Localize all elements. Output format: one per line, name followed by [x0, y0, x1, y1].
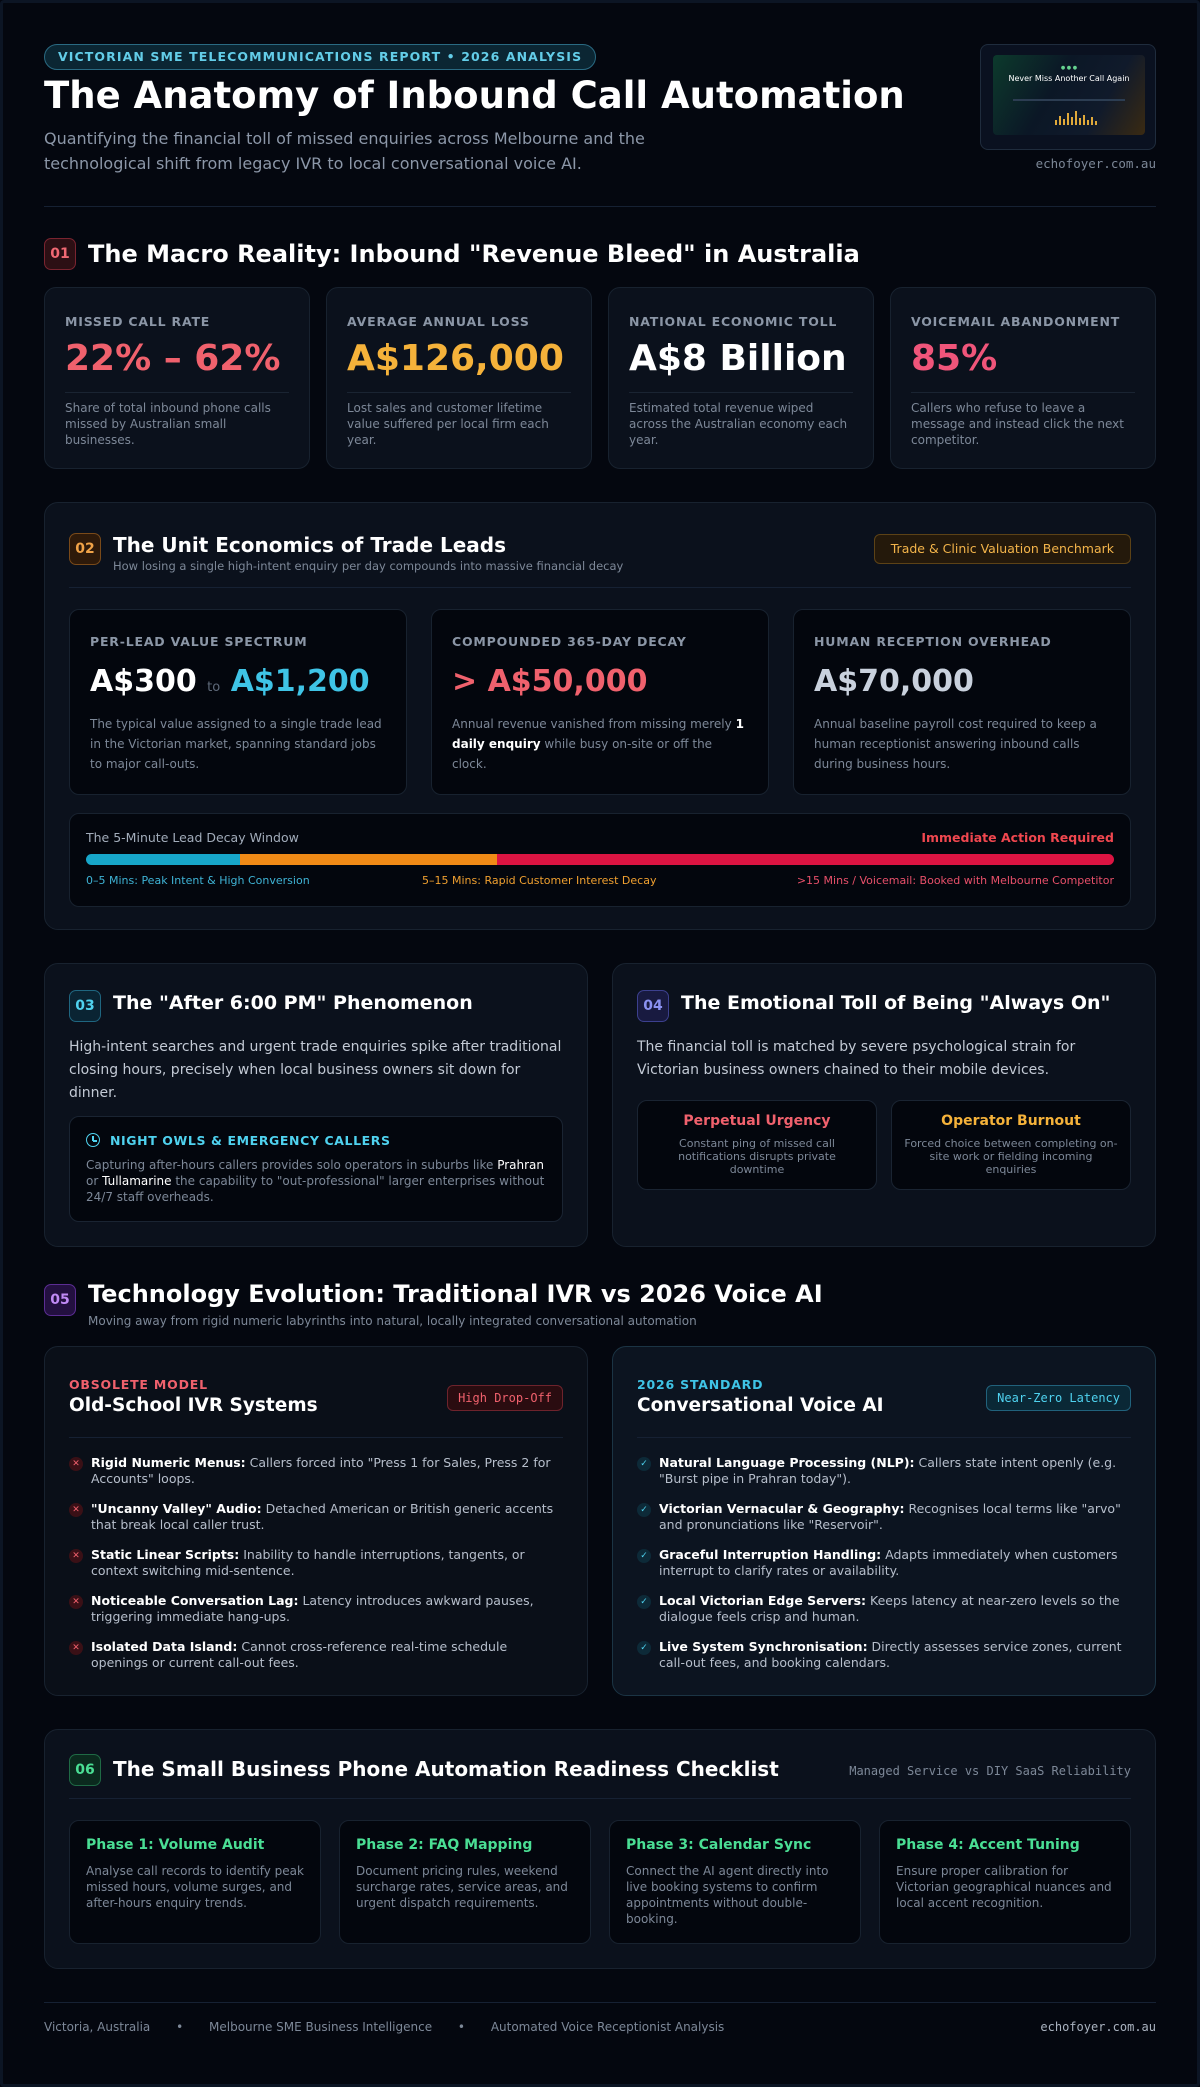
desc-highlight: 1 daily enquiry — [452, 717, 744, 751]
section-number: 04 — [637, 990, 669, 1022]
benchmark-tag: Trade & Clinic Valuation Benchmark — [874, 534, 1131, 564]
item-body: Cannot cross-reference real-time schedule openings or current call-out fees. — [91, 1639, 508, 1670]
stat-value: 85% — [911, 338, 998, 379]
stat-value: A$126,000 — [347, 338, 564, 379]
phase-card-accent-tuning — [879, 1820, 1131, 1944]
header — [44, 44, 1156, 206]
voice-ai-panel — [612, 1346, 1156, 1696]
decay-title: The 5-Minute Lead Decay Window — [86, 830, 299, 845]
item-body: Detached American or British generic accents that break local caller trust. — [91, 1501, 554, 1532]
card-label: PER-LEAD VALUE SPECTRUM — [90, 634, 308, 649]
footer-divider — [44, 2002, 1156, 2003]
high-drop-off-tag: High Drop-Off — [447, 1385, 563, 1411]
section-number: 03 — [69, 990, 101, 1022]
decay-progress-bar — [86, 854, 1114, 865]
thumbnail-title: Never Miss Another Call Again — [1008, 74, 1130, 83]
stat-card-average-annual-loss — [326, 287, 592, 469]
section-title: Technology Evolution: Traditional IVR vs 2026 Voice AI — [88, 1280, 823, 1308]
stat-divider — [347, 392, 571, 393]
cross-icon: ✕ — [69, 1595, 83, 1609]
header-site-link[interactable]: echofoyer.com.au — [1035, 156, 1156, 171]
preview-thumbnail[interactable] — [980, 44, 1156, 150]
stat-divider — [65, 392, 289, 393]
card-label: COMPOUNDED 365-DAY DECAY — [452, 634, 687, 649]
card-value: > A$50,000 — [452, 664, 648, 699]
item-heading: Isolated Data Island: — [91, 1639, 238, 1654]
stat-card-voicemail-abandonment — [890, 287, 1156, 469]
phase-title: Phase 4: Accent Tuning — [896, 1837, 1080, 1853]
suburb-tullamarine: Tullamarine — [102, 1174, 172, 1188]
item-body: Keeps latency at near-zero levels so the dialogue feels crisp and human. — [659, 1593, 1120, 1624]
cross-icon: ✕ — [69, 1457, 83, 1471]
phase-card-calendar-sync — [609, 1820, 861, 1944]
box-description: Constant ping of missed call notifications disrupts private downtime — [678, 1137, 836, 1176]
ivr-systems-panel — [44, 1346, 588, 1696]
item-heading: Static Linear Scripts: — [91, 1547, 240, 1562]
decay-segment-lost — [497, 854, 1114, 865]
item-text — [659, 1501, 1131, 1533]
decay-segment-decay — [240, 854, 497, 865]
item-heading: Local Victorian Edge Servers: — [659, 1593, 867, 1608]
stat-label: VOICEMAIL ABANDONMENT — [911, 314, 1121, 329]
footer-location: Victoria, Australia — [44, 2020, 151, 2034]
check-icon: ✓ — [637, 1641, 651, 1655]
near-zero-latency-tag: Near-Zero Latency — [986, 1385, 1131, 1411]
stat-card-national-economic-toll — [608, 287, 874, 469]
item-body: Recognises local terms like "arvo" and pronunciations like "Reservoir". — [659, 1501, 1121, 1532]
panel-divider — [69, 587, 1131, 588]
decay-label-lost: >15 Mins / Voicemail: Booked with Melbourne Competitor — [796, 874, 1114, 887]
section-title: The Emotional Toll of Being "Always On" — [681, 992, 1111, 1014]
phase-description: Connect the AI agent directly into live booking systems to confirm appointments without double-booking. — [626, 1864, 829, 1926]
footer-analysis: Automated Voice Receptionist Analysis — [490, 2020, 725, 2034]
stat-card-missed-call-rate — [44, 287, 310, 469]
phase-card-faq-mapping — [339, 1820, 591, 1944]
stat-description: Callers who refuse to leave a message and instead click the next competitor. — [911, 401, 1124, 447]
item-text — [659, 1593, 1131, 1625]
item-heading: Graceful Interruption Handling: — [659, 1547, 882, 1562]
section-02-panel — [44, 502, 1156, 930]
thumbnail-divider — [1013, 99, 1125, 101]
item-text — [91, 1455, 563, 1487]
item-body: Callers forced into "Press 1 for Sales, Press 2 for Accounts" loops. — [91, 1455, 551, 1486]
phase-title: Phase 2: FAQ Mapping — [356, 1837, 533, 1853]
section-subtitle: Moving away from rigid numeric labyrinths into natural, locally integrated conversational automation — [88, 1314, 697, 1328]
stat-description: Lost sales and customer lifetime value suffered per local firm each year. — [347, 401, 549, 447]
section-title: The "After 6:00 PM" Phenomenon — [113, 992, 473, 1014]
check-icon: ✓ — [637, 1457, 651, 1471]
section-number: 02 — [69, 533, 101, 565]
operator-burnout-box — [891, 1100, 1131, 1190]
night-owls-callout — [69, 1116, 563, 1222]
footer — [44, 2020, 1156, 2034]
section-04-panel — [612, 963, 1156, 1247]
item-body: Directly assesses service zones, current call-out fees, and booking calendars. — [659, 1639, 1122, 1670]
check-icon: ✓ — [637, 1503, 651, 1517]
stat-label: AVERAGE ANNUAL LOSS — [347, 314, 530, 329]
item-text — [91, 1639, 563, 1671]
panel-kicker: OBSOLETE MODEL — [69, 1377, 208, 1392]
section-subtitle: How losing a single high-intent enquiry per day compounds into massive financial decay — [113, 559, 624, 573]
section-05-heading — [44, 1280, 1156, 1330]
item-heading: Live System Synchronisation: — [659, 1639, 868, 1654]
desc-part: Annual revenue vanished from missing merely — [452, 717, 736, 731]
report-badge: VICTORIAN SME TELECOMMUNICATIONS REPORT • 2026 ANALYSIS — [44, 44, 596, 70]
section-01-heading — [44, 238, 1156, 272]
clock-icon — [86, 1133, 100, 1147]
page-subtitle: Quantifying the financial toll of missed enquiries across Melbourne and the technological shift from legacy IVR to local conversational voice AI. — [44, 129, 645, 173]
callout-text — [86, 1157, 546, 1205]
per-lead-value-card — [69, 609, 407, 795]
stat-value: 22% – 62% — [65, 338, 281, 379]
item-heading: Rigid Numeric Menus: — [91, 1455, 246, 1470]
section-03-panel — [44, 963, 588, 1247]
callout-part: or — [86, 1174, 103, 1188]
item-text — [91, 1593, 563, 1625]
suburb-prahran: Prahran — [497, 1158, 545, 1172]
card-description: The typical value assigned to a single trade lead in the Victorian market, spanning standard jobs to major call-outs. — [90, 717, 382, 771]
item-text — [91, 1501, 563, 1533]
card-label: HUMAN RECEPTION OVERHEAD — [814, 634, 1052, 649]
card-description — [452, 714, 750, 774]
item-text — [659, 1455, 1131, 1487]
perpetual-urgency-box — [637, 1100, 877, 1190]
footer-separator: • — [176, 2020, 184, 2034]
lead-decay-window — [69, 813, 1131, 907]
value-high: A$1,200 — [230, 664, 370, 699]
footer-site-link[interactable]: echofoyer.com.au — [1040, 2020, 1156, 2034]
decay-alert: Immediate Action Required — [921, 830, 1114, 845]
panel-kicker: 2026 STANDARD — [637, 1377, 764, 1392]
cross-icon: ✕ — [69, 1503, 83, 1517]
decay-label-decay: 5–15 Mins: Rapid Customer Interest Decay — [422, 874, 657, 887]
section-number: 01 — [44, 238, 76, 270]
stat-divider — [629, 392, 853, 393]
panel-divider — [69, 1798, 1131, 1799]
value-low: A$300 — [90, 664, 197, 699]
decay-segment-peak — [86, 854, 240, 865]
callout-part: the capability to "out-professional" larger enterprises without 24/7 staff overheads. — [86, 1174, 545, 1204]
item-heading: Noticeable Conversation Lag: — [91, 1593, 299, 1608]
section-body: The financial toll is matched by severe psychological strain for Victorian business owners chained to their mobile devices. — [637, 1039, 1076, 1078]
section-number: 06 — [69, 1754, 101, 1786]
card-value — [90, 664, 370, 699]
compounded-decay-card — [431, 609, 769, 795]
item-body: Latency introduces awkward pauses, triggering immediate hang-ups. — [91, 1593, 534, 1624]
section-body: High-intent searches and urgent trade enquiries spike after traditional closing hours, precisely when local business owners sit down for dinner. — [69, 1039, 562, 1101]
item-body: Inability to handle interruptions, tangents, or context switching mid-sentence. — [91, 1547, 525, 1578]
item-heading: Natural Language Processing (NLP): — [659, 1455, 915, 1470]
stat-label: MISSED CALL RATE — [65, 314, 211, 329]
callout-part: Capturing after-hours callers provides solo operators in suburbs like — [86, 1158, 498, 1172]
footer-intelligence: Melbourne SME Business Intelligence — [209, 2020, 433, 2034]
panel-title: Conversational Voice AI — [637, 1395, 884, 1416]
section-title: The Small Business Phone Automation Readiness Checklist — [113, 1757, 779, 1781]
section-04-heading — [637, 990, 1137, 1024]
section-title: The Unit Economics of Trade Leads — [113, 533, 506, 557]
box-description: Forced choice between completing on-site work or fielding incoming enquiries — [904, 1137, 1118, 1176]
panel-divider — [637, 1437, 1131, 1438]
cross-icon: ✕ — [69, 1641, 83, 1655]
check-icon: ✓ — [637, 1595, 651, 1609]
thumbnail-logo-mark: ● ● ● — [1060, 65, 1078, 71]
header-divider — [44, 206, 1156, 207]
value-to: to — [207, 680, 221, 695]
stat-label: NATIONAL ECONOMIC TOLL — [629, 314, 838, 329]
phase-description: Analyse call records to identify peak missed hours, volume surges, and after-hours enquiry trends. — [86, 1864, 304, 1910]
desc-part: while busy on-site or off the clock. — [452, 737, 713, 771]
phase-title: Phase 3: Calendar Sync — [626, 1837, 812, 1853]
box-title: Operator Burnout — [941, 1113, 1081, 1129]
card-value: A$70,000 — [814, 664, 974, 699]
section-03-heading — [69, 990, 569, 1024]
section-title: The Macro Reality: Inbound "Revenue Bleed" in Australia — [88, 240, 860, 268]
item-body: Adapts immediately when customers interrupt to clarify rates or availability. — [659, 1547, 1118, 1578]
thumbnail-waveform-icon — [1055, 111, 1097, 125]
footer-separator: • — [457, 2020, 465, 2034]
checklist-tag: Managed Service vs DIY SaaS Reliability — [849, 1764, 1131, 1778]
section-number: 05 — [44, 1284, 76, 1316]
thumbnail-image — [993, 55, 1145, 135]
panel-title: Old-School IVR Systems — [69, 1395, 318, 1416]
stat-value: A$8 Billion — [629, 338, 847, 379]
panel-divider — [69, 1437, 563, 1438]
item-heading: Victorian Vernacular & Geography: — [659, 1501, 905, 1516]
cross-icon: ✕ — [69, 1549, 83, 1563]
item-body: Callers state intent openly (e.g. "Burst pipe in Prahran today"). — [659, 1455, 1117, 1486]
decay-label-peak: 0–5 Mins: Peak Intent & High Conversion — [86, 874, 310, 887]
item-heading: "Uncanny Valley" Audio: — [91, 1501, 262, 1516]
stat-divider — [911, 392, 1135, 393]
phase-description: Document pricing rules, weekend surcharge rates, service areas, and urgent dispatch requirements. — [356, 1864, 568, 1910]
section-06-panel — [44, 1729, 1156, 1969]
phase-title: Phase 1: Volume Audit — [86, 1837, 265, 1853]
item-text — [91, 1547, 563, 1579]
card-description: Annual baseline payroll cost required to keep a human receptionist answering inbound calls during business hours. — [814, 717, 1097, 771]
phase-card-volume-audit — [69, 1820, 321, 1944]
human-reception-card — [793, 609, 1131, 795]
phase-description: Ensure proper calibration for Victorian geographical nuances and local accent recognition. — [896, 1864, 1112, 1910]
item-text — [659, 1639, 1131, 1671]
callout-title: NIGHT OWLS & EMERGENCY CALLERS — [110, 1133, 391, 1148]
box-title: Perpetual Urgency — [683, 1113, 831, 1129]
stat-description: Estimated total revenue wiped across the Australian economy each year. — [629, 401, 848, 447]
item-text — [659, 1547, 1131, 1579]
page-title: The Anatomy of Inbound Call Automation — [44, 74, 905, 117]
check-icon: ✓ — [637, 1549, 651, 1563]
stat-description: Share of total inbound phone calls missed by Australian small businesses. — [65, 401, 271, 447]
